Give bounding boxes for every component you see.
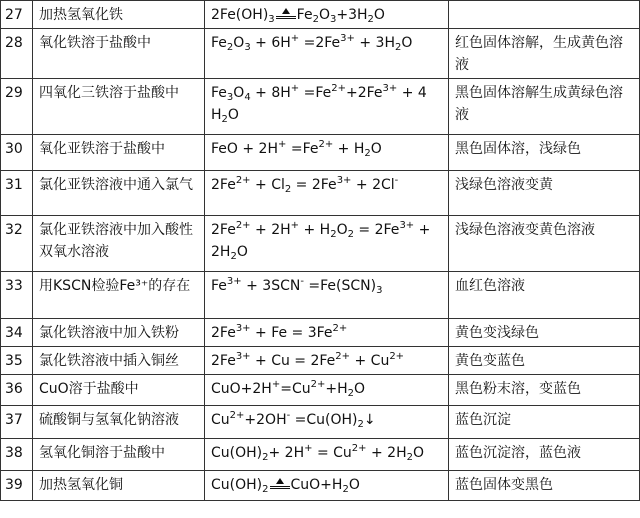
equation-text: =Cu	[280, 381, 311, 397]
table-row	[1, 29, 640, 79]
equation-text: =2Fe	[299, 35, 341, 51]
subscript: 3	[268, 14, 275, 25]
phenomenon: 浅绿色溶液变黄	[449, 171, 640, 216]
phenomenon: 黑色粉末溶，变蓝色	[449, 375, 640, 406]
reaction-name: 氧化铁溶于盐酸中	[33, 29, 205, 79]
table-row	[1, 79, 640, 135]
phenomenon: 黑色固体溶，浅绿色	[449, 135, 640, 171]
subscript: 3	[226, 92, 234, 103]
subscript: 2	[312, 14, 319, 25]
equation-text: + 2H	[211, 222, 431, 260]
subscript: 2	[221, 114, 228, 125]
phenomenon: 蓝色沉淀溶，蓝色液	[449, 439, 640, 471]
superscript: 2+	[235, 175, 251, 186]
equation-text: O	[336, 222, 348, 238]
subscript: 2	[262, 452, 269, 463]
table-row	[1, 375, 640, 406]
row-number: 27	[1, 1, 33, 29]
superscript: 2+	[389, 351, 405, 362]
superscript: 2+	[332, 323, 348, 334]
superscript: 2+	[310, 379, 326, 390]
equation-text: O	[373, 7, 385, 23]
superscript: 2+	[235, 220, 251, 231]
subscript: 2	[230, 251, 237, 262]
table-row	[1, 171, 640, 216]
subscript: 2	[347, 229, 354, 240]
reaction-name: 氢氧化铜溶于盐酸中	[33, 439, 205, 471]
equation-text: = 2Fe	[291, 177, 337, 193]
chemical-equation	[205, 319, 449, 347]
subscript: 4	[244, 92, 251, 103]
row-number: 38	[1, 439, 33, 471]
equation-text: + 2Cl	[351, 177, 395, 193]
table-row	[1, 319, 640, 347]
heating-equals-sign-icon	[276, 8, 296, 22]
equation-text: =Fe	[286, 141, 319, 157]
equation-text: O	[233, 85, 245, 101]
chemical-equation	[205, 1, 449, 29]
heating-equals-sign-icon	[270, 478, 290, 492]
phenomenon: 血红色溶液	[449, 272, 640, 319]
subscript: 2	[364, 148, 371, 159]
equation-text: + 3SCN	[241, 278, 301, 294]
subscript: 2	[406, 452, 413, 463]
superscript: 2+	[229, 410, 245, 421]
equation-text: FeO + 2H	[211, 141, 278, 157]
superscript: 3+	[336, 175, 352, 186]
subscript: 2	[330, 229, 337, 240]
equation-text: Fe	[211, 85, 227, 101]
superscript: 2+	[331, 83, 346, 94]
equation-text: + H	[333, 141, 365, 157]
superscript: 2+	[351, 443, 367, 454]
equation-text: Fe	[211, 35, 227, 51]
equation-text: + H	[299, 222, 331, 238]
equation-text: + 4 H	[211, 85, 427, 123]
chemical-equation	[205, 471, 449, 501]
row-number: 34	[1, 319, 33, 347]
subscript: 2	[357, 419, 364, 430]
equation-text: +H	[325, 381, 348, 397]
subscript: 3	[376, 285, 383, 296]
superscript: 3+	[382, 83, 398, 94]
row-number: 33	[1, 272, 33, 319]
reaction-name: CuO溶于盐酸中	[33, 375, 205, 406]
equation-text: + 8H	[250, 85, 291, 101]
chemical-equation	[205, 272, 449, 319]
subscript: 2	[394, 42, 402, 53]
equation-text: O	[401, 35, 413, 51]
equation-text: 2Fe	[211, 222, 236, 238]
reaction-name: 氯化铁溶液中加入铁粉	[33, 319, 205, 347]
equation-text: + Cl	[250, 177, 285, 193]
equation-text: + 3H	[354, 35, 395, 51]
equation-text: +2Fe	[346, 85, 383, 101]
equation-text: + Fe = 3Fe	[250, 325, 333, 341]
row-number: 32	[1, 216, 33, 272]
subscript: 2	[262, 484, 269, 495]
row-number: 30	[1, 135, 33, 171]
table-row	[1, 439, 640, 471]
superscript: +	[290, 33, 300, 44]
phenomenon: 黄色变浅绿色	[449, 319, 640, 347]
equation-text: + 2H	[268, 445, 305, 461]
superscript: +	[271, 379, 281, 390]
equation-text: O	[413, 445, 425, 461]
equation-text: O	[227, 107, 239, 123]
superscript: 2+	[318, 139, 334, 150]
equation-text: O	[233, 35, 245, 51]
reaction-name: 加热氢氧化铜	[33, 471, 205, 501]
equation-text: Cu(OH)	[211, 477, 263, 493]
table-row	[1, 272, 640, 319]
chemical-equation	[205, 375, 449, 406]
equation-text: 2Fe	[211, 177, 236, 193]
subscript: 2	[226, 42, 234, 53]
reaction-name: 氯化亚铁溶液中加入酸性双氧水溶液	[33, 216, 205, 272]
equation-text: O	[354, 381, 366, 397]
equation-text: ↓	[363, 412, 376, 428]
subscript: 2	[342, 484, 349, 495]
reaction-name: 氯化铁溶液中插入铜丝	[33, 347, 205, 375]
phenomenon: 红色固体溶解，生成黄色溶液	[449, 29, 640, 79]
chemical-equation	[205, 135, 449, 171]
row-number: 36	[1, 375, 33, 406]
superscript: 3+	[235, 351, 251, 362]
reaction-table-body	[1, 1, 640, 501]
phenomenon: 黑色固体溶解生成黄绿色溶液	[449, 79, 640, 135]
equation-text: O	[348, 477, 360, 493]
phenomenon	[449, 1, 640, 29]
reaction-name: 氧化亚铁溶于盐酸中	[33, 135, 205, 171]
superscript: 3+	[235, 323, 251, 334]
chemical-equation	[205, 79, 449, 135]
table-row	[1, 347, 640, 375]
equation-text: CuO+2H	[211, 381, 272, 397]
superscript: +	[304, 443, 313, 454]
subscript: 3	[329, 14, 337, 25]
superscript: +	[290, 83, 300, 94]
subscript: 2	[284, 184, 292, 195]
superscript: -	[394, 175, 399, 186]
superscript: 3+	[340, 33, 355, 44]
superscript: 3+	[399, 220, 415, 231]
equation-text: + Cu	[350, 353, 390, 369]
equation-text: 2Fe	[211, 353, 236, 369]
superscript: +	[278, 139, 287, 150]
reaction-name: 四氧化三铁溶于盐酸中	[33, 79, 205, 135]
table-row	[1, 216, 640, 272]
table-row	[1, 135, 640, 171]
superscript: +	[290, 220, 300, 231]
subscript: 2	[347, 388, 355, 399]
reaction-name: 用KSCN检验Fe³⁺的存在	[33, 272, 205, 319]
chemical-equation	[205, 171, 449, 216]
superscript: 3+	[226, 276, 242, 287]
equation-text: O	[318, 7, 330, 23]
superscript: -	[300, 276, 304, 287]
equation-text: O	[370, 141, 382, 157]
row-number: 29	[1, 79, 33, 135]
equation-text: + 2H	[366, 445, 407, 461]
equation-text: Cu(OH)	[211, 445, 263, 461]
equation-text: CuO+H	[290, 477, 343, 493]
table-row	[1, 471, 640, 501]
superscript: -	[286, 410, 291, 421]
row-number: 35	[1, 347, 33, 375]
chemical-equation	[205, 347, 449, 375]
phenomenon: 黄色变蓝色	[449, 347, 640, 375]
table-row	[1, 406, 640, 439]
equation-text: =Cu(OH)	[290, 412, 358, 428]
equation-text: =Fe	[299, 85, 332, 101]
reaction-name: 加热氢氧化铁	[33, 1, 205, 29]
phenomenon: 蓝色沉淀	[449, 406, 640, 439]
equation-text: = Cu	[312, 445, 352, 461]
equation-text: =Fe(SCN)	[303, 278, 377, 294]
chemical-equation	[205, 406, 449, 439]
equation-text: +2OH	[244, 412, 287, 428]
equation-text: Fe	[296, 7, 313, 23]
subscript: 2	[367, 14, 374, 25]
reaction-name: 氯化亚铁溶液中通入氯气	[33, 171, 205, 216]
equation-text: Fe	[211, 278, 227, 294]
equation-text: = 2Fe	[353, 222, 400, 238]
row-number: 37	[1, 406, 33, 439]
subscript: 3	[244, 42, 251, 53]
superscript: 2+	[335, 351, 351, 362]
equation-text: + Cu = 2Fe	[250, 353, 336, 369]
equation-text: + 6H	[250, 35, 291, 51]
equation-text: +3H	[336, 7, 368, 23]
equation-text: O	[236, 244, 248, 260]
row-number: 28	[1, 29, 33, 79]
equation-text: + 2H	[250, 222, 291, 238]
chemical-equation	[205, 439, 449, 471]
equation-text: 2Fe(OH)	[211, 7, 269, 23]
row-number: 31	[1, 171, 33, 216]
row-number: 39	[1, 471, 33, 501]
equation-text: 2Fe	[211, 325, 236, 341]
chemical-equation	[205, 216, 449, 272]
equation-text: Cu	[211, 412, 230, 428]
phenomenon: 浅绿色溶液变黄色溶液	[449, 216, 640, 272]
phenomenon: 蓝色固体变黑色	[449, 471, 640, 501]
chemical-equation	[205, 29, 449, 79]
table-row	[1, 1, 640, 29]
reaction-name: 硫酸铜与氢氧化钠溶液	[33, 406, 205, 439]
